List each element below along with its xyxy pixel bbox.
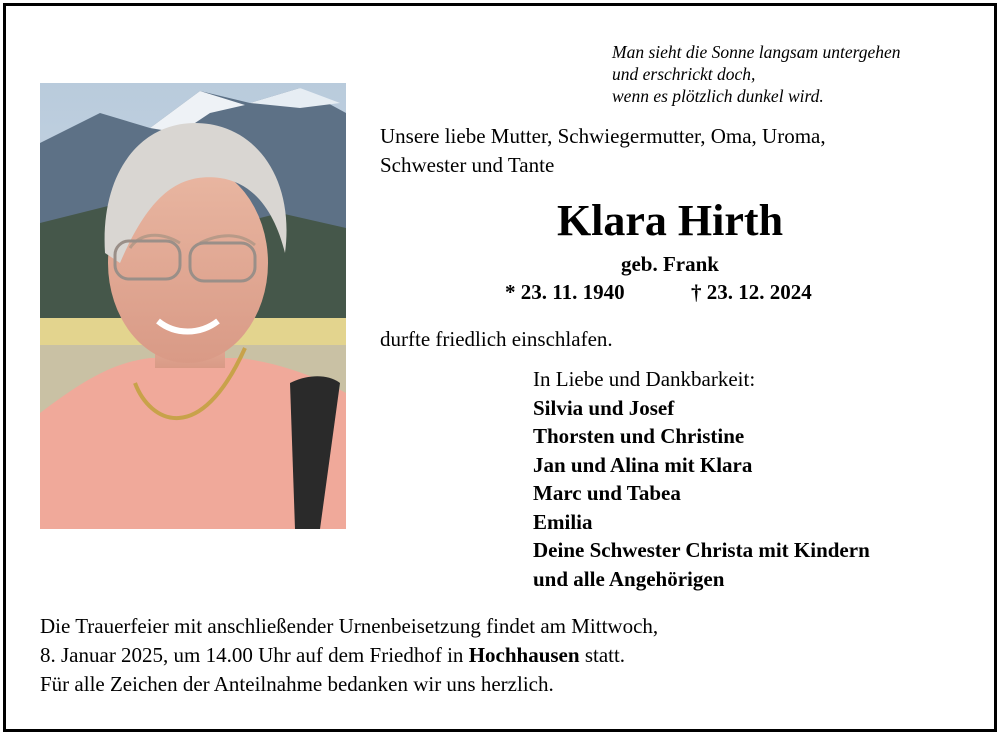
death-date: † 23. 12. 2024 <box>691 280 812 304</box>
service-end: statt. <box>579 643 626 667</box>
life-dates <box>505 279 812 305</box>
mourner-name: Thorsten und Christine <box>533 424 745 448</box>
mourner-name: Emilia <box>533 509 593 534</box>
mourner-name: Silvia und Josef <box>533 395 675 420</box>
intro-line: Schwester und Tante <box>380 153 555 177</box>
portrait-photo <box>40 83 346 529</box>
mourner-name: Deine Schwester Christa mit Kindern <box>533 538 870 562</box>
service-line <box>40 641 658 670</box>
intro-text <box>380 122 826 180</box>
mourners-list <box>533 365 870 593</box>
mourner-name: Jan und Alina mit Klara <box>533 452 753 477</box>
mourners-lead: In Liebe und Dankbarkeit: <box>533 367 756 391</box>
service-line: Die Trauerfeier mit anschließender Urnenbeisetzung findet am Mittwoch, <box>40 614 659 638</box>
birth-name: geb. Frank <box>620 252 719 276</box>
birth-date: * 23. 11. 1940 <box>505 280 625 304</box>
passed-text: durfte friedlich einschlafen. <box>380 327 613 351</box>
poem <box>612 41 901 107</box>
service-line: Für alle Zeichen der Anteilnahme bedanken wir uns herzlich. <box>40 672 554 696</box>
mourner-name: Marc und Tabea <box>533 481 681 505</box>
service-date: 8. Januar 2025, um 14.00 Uhr auf dem Friedhof in <box>40 643 469 667</box>
poem-line: Man sieht die Sonne langsam untergehen <box>612 42 901 62</box>
deceased-name: Klara Hirth <box>556 196 784 245</box>
mourner-name: und alle Angehörigen <box>533 566 725 591</box>
poem-line: wenn es plötzlich dunkel wird. <box>612 86 824 106</box>
service-place: Hochhausen <box>468 643 580 667</box>
poem-line: und erschrickt doch, <box>612 64 756 84</box>
service-info <box>40 612 658 699</box>
intro-line: Unsere liebe Mutter, Schwiegermutter, Oma, Uroma, <box>380 124 826 148</box>
